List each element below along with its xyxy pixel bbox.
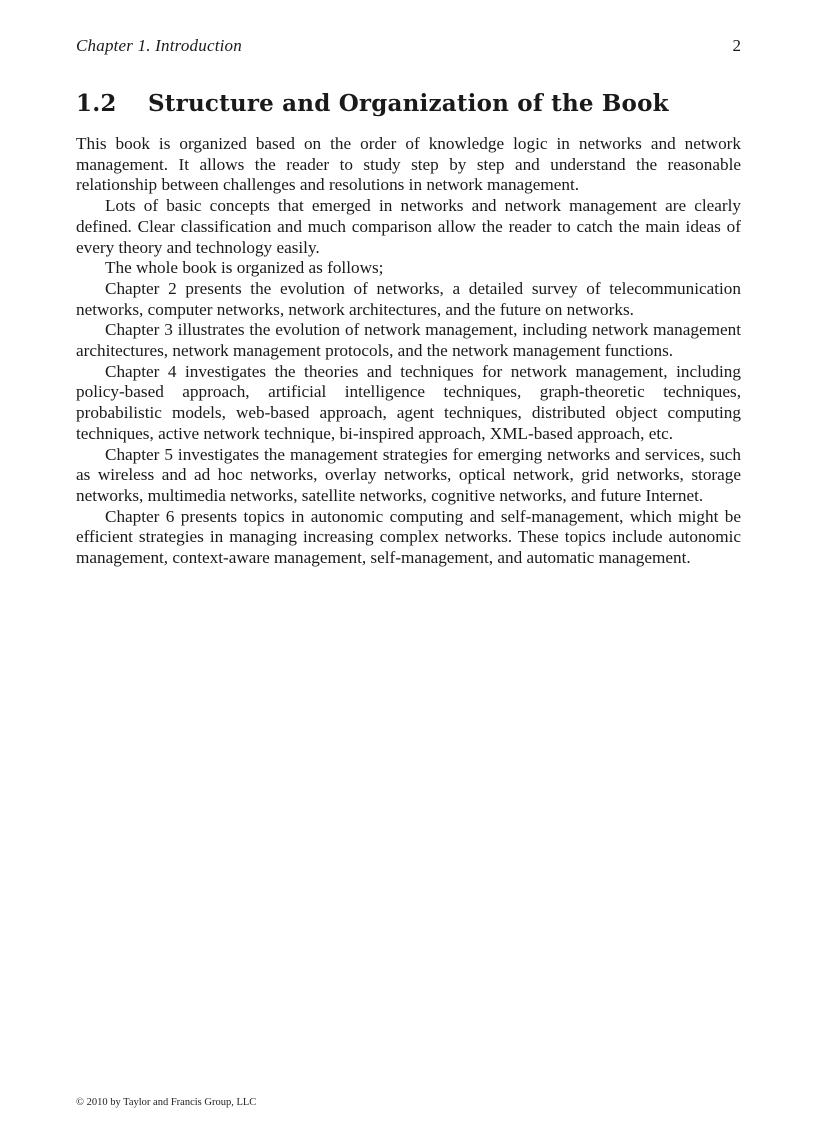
paragraph-chapter-5: Chapter 5 investigates the management strategies for emerging networks and services, such as wireless and ad hoc networks, overlay networks, optical network, grid networks, storage networks, multimedia networks, satellite networks, cognitive networks, and future Internet.	[76, 444, 741, 505]
paragraph-organization: The whole book is organized as follows;	[105, 258, 384, 278]
running-header	[76, 36, 741, 58]
paragraph-chapter-2: Chapter 2 presents the evolution of networks, a detailed survey of telecommunication networks, computer networks, network architectures, and the future on networks.	[76, 278, 741, 319]
running-header-chapter: Chapter 1. Introduction	[76, 36, 242, 55]
paragraph-chapter-4: Chapter 4 investigates the theories and techniques for network management, including policy-based approach, artificial intelligence techniques, graph-theoretic techniques, probabilistic models, web-based approach, agent techniques, distributed object computing techniques, active network technique, bi-inspired approach, XML-based approach, etc.	[76, 361, 741, 443]
section-title: Structure and Organization of the Book	[148, 90, 669, 117]
page-number: 2	[732, 36, 741, 55]
section-number: 1.2	[76, 90, 117, 117]
section-body	[76, 134, 741, 569]
book-page	[76, 0, 741, 1123]
paragraph-concepts: Lots of basic concepts that emerged in networks and network management are clearly defined. Clear classification and much comparison allow the reader to catch the main ideas of every theory and technology easily.	[76, 196, 741, 257]
paragraph-chapter-6: Chapter 6 presents topics in autonomic computing and self-management, which might be efficient strategies in managing increasing complex networks. These topics include autonomic management, context-aware management, self-management, and automatic management.	[76, 506, 741, 568]
section-heading	[76, 88, 741, 120]
paragraph-chapter-3: Chapter 3 illustrates the evolution of network management, including network management architectures, network management protocols, and the network management functions.	[76, 320, 741, 361]
copyright-footer: © 2010 by Taylor and Francis Group, LLC	[76, 1097, 257, 1108]
paragraph-intro: This book is organized based on the order of knowledge logic in networks and network management. It allows the reader to study step by step and understand the reasonable relationship between challenges and resolutions in network management.	[76, 134, 741, 195]
